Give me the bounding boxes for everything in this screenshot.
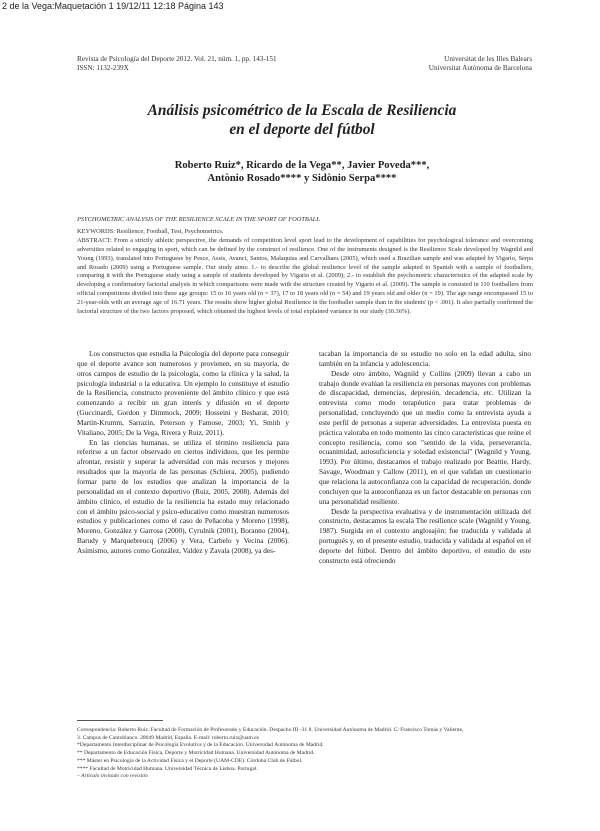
journal-issn: ISSN: 1132-239X	[77, 64, 129, 72]
footnote-address: 3. Campus de Cantoblanco. 28049 Madrid, España. E-mail: roberto.ruiz@uam.es	[77, 734, 259, 741]
footnote-affiliation: *Departamento Interdisciplinar de Psicología Evolutiva y de la Educación. Universidad Autónoma de Madrid.	[77, 742, 324, 749]
footnote-review-note: – Artículo invitado con revisión	[77, 773, 148, 780]
article-title	[77, 101, 527, 139]
journal-line-1: Revista de Psicología del Deporte 2012. Vol. 21, núm. 1, pp. 143-151	[77, 55, 277, 63]
paragraph: Los constructos que estudia la Psicología del deporte para conseguir que el deporte avance son numerosos y provienen, en su mayoría, de otros campos de estudio de la psicología, como la clínica y la salud, la psicología industrial o la educativa. Un ejemplo lo constituye el estudio de la Resiliencia, constructo proveniente del ámbito clínico y que está comenzando a recibir un gran interés y difusión en el deporte (Guccinardi, Gordon y Dimmock, 2009; Hosseini y Besharat, 2010; Martín-Krumm, Sarrazin, Peterson y Famose, 2003; Yi, Smith y Vitaliano, 2005; De la Vega, Rivera y Ruiz, 2011).	[77, 349, 289, 437]
title-line-1: Análisis psicométrico de la Escala de Resiliencia	[147, 102, 457, 119]
footnote-affiliation: ** Departamento de Educación Física, Deporte y Motricidad Humana. Universidad Autónoma de Madrid.	[77, 750, 315, 757]
footnote-divider	[77, 720, 163, 721]
authors-line-1: Roberto Ruiz*, Ricardo de la Vega**, Javier Poveda***,	[174, 160, 430, 171]
paragraph: Desde otro ámbito, Wagnild y Collins (2009) llevan a cabo un trabajo donde evalúan la resiliencia en personas mayores con problemas de discapacidad, demencias, depresión, decadencia, etc. Utilizan la entrevista como modo terapéutico para tratar problemas de personalidad, concluyendo que un medio como la entrevista ayuda a este perfil de personas a superar adversidades. La entrevista puesta en práctica valoraba en todo momento las cinco características que reúne el concepto resiliencia, como son "sentido de la vida, perseverancia, ecuanimidad, autosuficiencia y soledad existencial" (Wagnild y Young, 1993). Por último, destacamos el trabajo realizado por Beattie, Hardy, Savage, Woodman y Callow (2011), en el que validan un cuestionario que relaciona la autoconfianza con la capacidad de recuperación, donde concluyen que la autoconfianza es un factor destacable en personas con una personalidad resiliente.	[319, 368, 531, 506]
footnote-affiliation: **** Facultad de Motricidad Humana. Universidad Técnica de Lisboa. Portugal.	[77, 765, 258, 772]
footnote-correspondence: Correspondencia: Roberto Ruiz. Facultad de Formación de Profesorado y Educación. Despacho III -31 8. Universidad Autónoma de Madrid. C/ Francisco Tomás y Valiente,	[77, 727, 464, 733]
footnotes	[77, 727, 533, 781]
paragraph: Desde la perspectiva evaluativa y de instrumentación utilizada del constructo, destacamos la escala The resilience scale (Wagnild y Young, 1987). Surgida en el contexto anglosajón; fue traducida y validada al portugués y, en el presente estudio, traducida y validada al español en el deporte del fútbol. Dentro del ámbito deportivo, el estudio de este constructo está ofreciendo	[319, 506, 531, 565]
body-column-right	[319, 349, 531, 566]
paragraph: En las ciencias humanas, se utiliza el término resiliencia para referirse a un factor observado en ciertos individuos, que les permite afrontar, resistir y superar la adversidad con más recursos y mejores resultados que la mayoría de las personas (Schiera, 2005), pudiendo formar parte de los estudios que analizan la importancia de la personalidad en el contexto deportivo (Ruiz, 2005, 2008). Además del ámbito clínico, el estudio de la resiliencia ha estado muy relacionado con el ámbito psico-social y psico-educativo como muestran numerosos estudios y publicaciones como el caso de Peñacoba y Moreno (1998), Moreno, González y Garrosa (2000), Cyrulnik (2001), Boranno (2004), Barudy y Marquebreucq (2006) y Vera, Carbelo y Vecina (2006). Asimismo, autores como González, Valdez y Zavala (2008), ya des-	[77, 437, 289, 555]
journal-citation	[77, 55, 277, 73]
printer-slug: 2 de la Vega:Maquetación 1 19/12/11 12:18 Página 143	[2, 1, 224, 11]
abstract-section	[77, 216, 533, 317]
english-title: PSYCHOMETRIC ANALYSIS OF THE RESILIENCE SCALE IN THE SPORT OF FOOTBALL	[77, 216, 320, 223]
abstract-text: ABSTRACT: From a strictly athletic perspective, the demands of competition level sport lead to the development of capabilities for psychological tolerance and overcoming adversities related to engaging in sport, which can be defined by the construct of resilience. One of the instruments designed is the Resilience Scale developed by Wagnild and Young (1993), translated into Portuguese by Pesce, Assis, Avanci, Santos, Malaquias and Carvalhaes (2005), which used a Brazilian sample and was adapted by Vigario, Serpa and Rosado (2009) using a Portuguese sample. Our study aims: 1.- to describe the global resilience level of the sample adapted to Spanish with a sample of footballers, comparing it with the Portuguese study using a sample of students developed by Vigario et al. (2009); 2.- to establish the psychometric characteristics of the adapted scale by developing a confirmatory factorial analysis in which comparisons were made with the structure created by Vigario et al. (2009). The sample is consisted in 110 footballers from official competitions divided into three age groups: 15 to 16 years old (n = 37), 17 to 18 years old (n = 54) and 19 years old and older (n = 19). The age range encompassed 15 to 21-year-olds with an average age of 16.71 years. The results show higher global Resilience in the footballer sample than in the students' (p < .001). It also partially confirmed the factorial structure of the two factors proposed, which obtained the highest levels of total explained variance in our study (30.36%).	[77, 236, 533, 316]
footnote-affiliation: *** Máster en Psicología de la Actividad Física y el Deporte (UAM-COE). Córdoba Club de Fútbol.	[77, 757, 303, 764]
title-line-2: en el deporte del fútbol	[229, 121, 375, 138]
author-list	[77, 159, 527, 185]
paragraph: tacaban la importancia de su estudio no solo en la edad adulta, sino también en la infancia y adolescencia.	[319, 349, 531, 368]
keywords: KEYWORDS: Resilience, Football, Test, Psychometrics.	[77, 227, 224, 235]
body-column-left	[77, 349, 289, 556]
authors-line-2: Antònio Rosado**** y Sidònio Serpa****	[207, 173, 397, 184]
university-line-2: Universitat Autònoma de Barcelona	[428, 64, 532, 72]
university-line-1: Universitat de les Illes Balears	[444, 55, 532, 63]
university-affiliations	[429, 55, 532, 73]
